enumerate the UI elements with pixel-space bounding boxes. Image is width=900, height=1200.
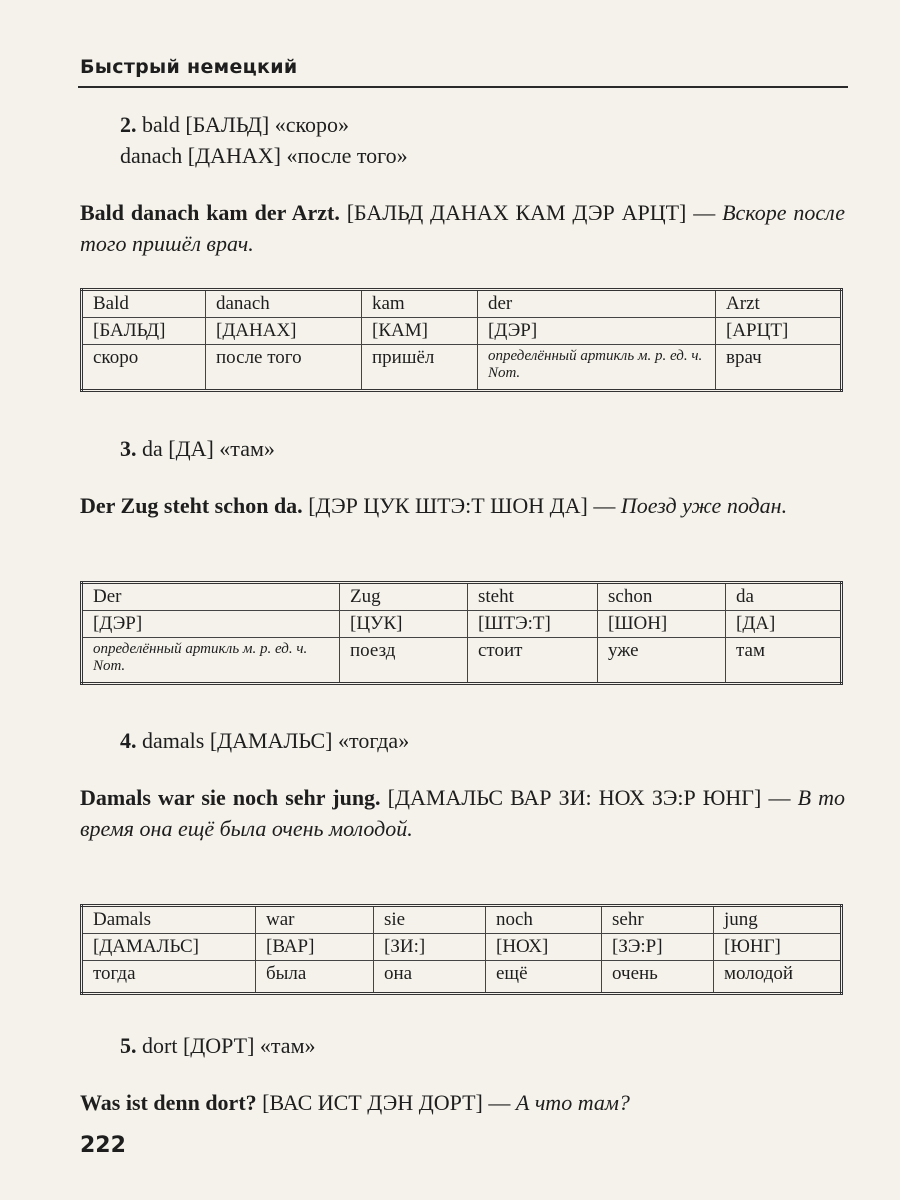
headword: da [ДА] «там» (142, 436, 275, 461)
table-cell: da (726, 583, 842, 611)
table-cell: [НОХ] (486, 934, 602, 961)
section-2-example (80, 197, 845, 259)
table-cell: [ДЭР] (82, 611, 340, 638)
example-translation: Вскоре после того пришёл врач. (80, 200, 846, 256)
table-cell: тогда (82, 961, 256, 994)
table-row (82, 290, 842, 318)
headword: damals [ДАМАЛЬС] «тогда» (142, 728, 410, 753)
table-cell: danach (206, 290, 362, 318)
table-cell: [ВАР] (256, 934, 374, 961)
table-row (82, 906, 842, 934)
table-cell: [ЗЭ:Р] (602, 934, 714, 961)
table-cell: поезд (340, 638, 468, 684)
table-cell: она (374, 961, 486, 994)
table-cell: [ЮНГ] (714, 934, 842, 961)
table-cell: Damals (82, 906, 256, 934)
example-german: Was ist denn dort? (80, 1090, 257, 1115)
section-2-headword-1 (120, 112, 349, 138)
table-cell: sie (374, 906, 486, 934)
table-cell: после того (206, 345, 362, 391)
headword: bald [БАЛЬД] «скоро» (142, 112, 350, 137)
table-cell: молодой (714, 961, 842, 994)
example-german: Bald danach kam der Arzt. (80, 200, 340, 225)
table-cell: der (478, 290, 716, 318)
section-number: 4. (120, 728, 137, 753)
table-cell: [БАЛЬД] (82, 318, 206, 345)
table-row (82, 583, 842, 611)
table-cell: sehr (602, 906, 714, 934)
example-german: Der Zug steht schon da. (80, 493, 303, 518)
page-number: 222 (80, 1133, 126, 1158)
gloss-table-2 (80, 288, 843, 392)
table-cell: была (256, 961, 374, 994)
table-row (82, 611, 842, 638)
example-transcription: [ДАМАЛЬС ВАР ЗИ: НОХ ЗЭ:Р ЮНГ] — (387, 785, 791, 810)
table-cell: ещё (486, 961, 602, 994)
section-2-headword-2: danach [ДАНАХ] «после того» (120, 143, 408, 168)
example-translation: В то время она ещё была очень молодой. (80, 785, 846, 841)
example-transcription: [ДЭР ЦУК ШТЭ:Т ШОН ДА] — (308, 493, 616, 518)
table-cell: стоит (468, 638, 598, 684)
gloss-table-4 (80, 904, 843, 995)
table-cell: Zug (340, 583, 468, 611)
table-cell: war (256, 906, 374, 934)
section-5-example (80, 1087, 845, 1118)
table-cell: steht (468, 583, 598, 611)
table-cell: скоро (82, 345, 206, 391)
example-translation: Поезд уже подан. (620, 493, 788, 518)
table-row (82, 934, 842, 961)
example-transcription: [БАЛЬД ДАНАХ КАМ ДЭР АРЦТ] — (346, 200, 716, 225)
table-cell-grammar-note: определённый артикль м. р. ед. ч. Nom. (82, 638, 340, 684)
table-cell: [ДАМАЛЬС] (82, 934, 256, 961)
table-cell: [АРЦТ] (716, 318, 842, 345)
headword: dort [ДОРТ] «там» (142, 1033, 316, 1058)
section-number: 3. (120, 436, 137, 461)
table-cell: [ЦУК] (340, 611, 468, 638)
table-cell: [ДЭР] (478, 318, 716, 345)
table-cell: Arzt (716, 290, 842, 318)
example-transcription: [ВАС ИСТ ДЭН ДОРТ] — (262, 1090, 511, 1115)
example-translation: А что там? (515, 1090, 630, 1115)
table-cell: Der (82, 583, 340, 611)
table-cell: jung (714, 906, 842, 934)
table-cell: [КАМ] (362, 318, 478, 345)
table-row (82, 961, 842, 994)
section-3-headword (120, 436, 275, 462)
running-head: Быстрый немецкий (80, 56, 298, 78)
table-cell-grammar-note: определённый артикль м. р. ед. ч. Nom. (478, 345, 716, 391)
section-4-example (80, 782, 845, 844)
header-rule (78, 86, 848, 88)
section-3-example (80, 490, 845, 521)
gloss-table-3 (80, 581, 843, 685)
example-german: Damals war sie noch sehr jung. (80, 785, 381, 810)
table-cell: очень (602, 961, 714, 994)
section-4-headword (120, 728, 409, 754)
table-row (82, 345, 842, 391)
table-cell: пришёл (362, 345, 478, 391)
table-cell: schon (598, 583, 726, 611)
table-row (82, 638, 842, 684)
section-number: 5. (120, 1033, 137, 1058)
table-cell: [ДАНАХ] (206, 318, 362, 345)
table-cell: kam (362, 290, 478, 318)
section-5-headword (120, 1033, 316, 1059)
table-cell: [ЗИ:] (374, 934, 486, 961)
table-cell: там (726, 638, 842, 684)
table-cell: Bald (82, 290, 206, 318)
table-cell: уже (598, 638, 726, 684)
table-cell: [ШТЭ:Т] (468, 611, 598, 638)
table-cell: noch (486, 906, 602, 934)
table-row (82, 318, 842, 345)
table-cell: врач (716, 345, 842, 391)
section-number: 2. (120, 112, 137, 137)
table-cell: [ДА] (726, 611, 842, 638)
table-cell: [ШОН] (598, 611, 726, 638)
